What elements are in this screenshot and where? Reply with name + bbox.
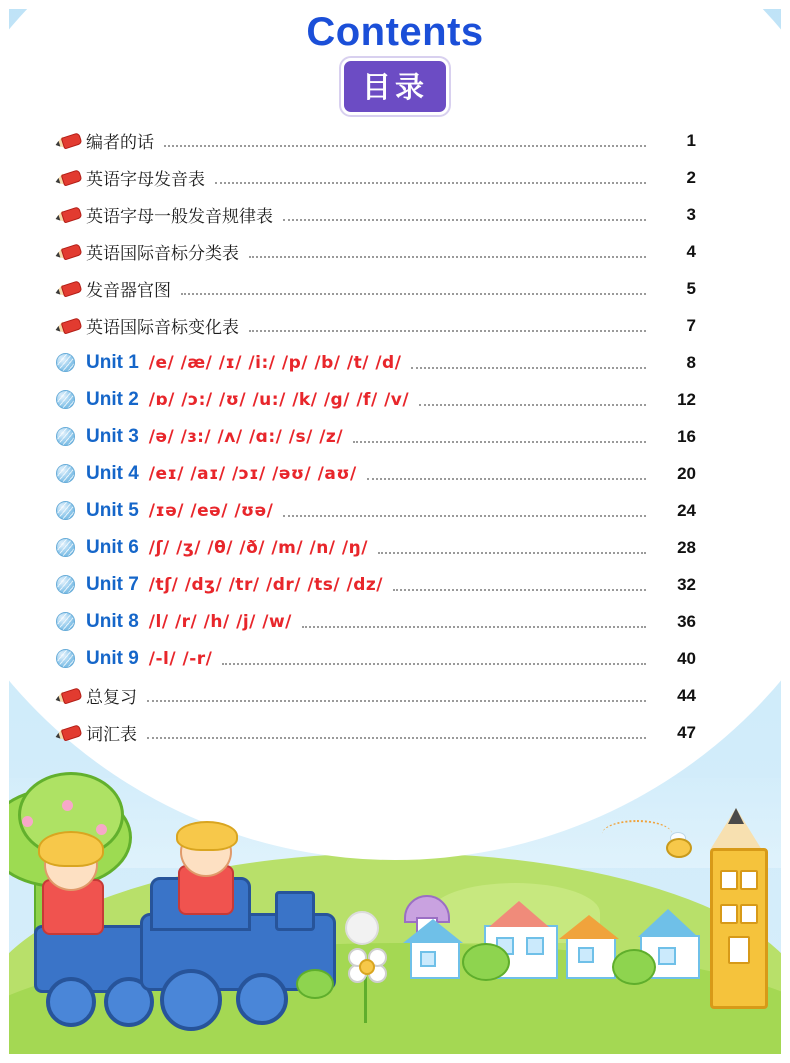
flower-center xyxy=(359,959,375,975)
toc-entry[interactable] xyxy=(56,196,696,233)
toc-entry-label: 英语国际音标变化表 xyxy=(86,318,239,338)
toc-entry-label: 英语字母一般发音规律表 xyxy=(86,207,273,227)
toc-page-number: 5 xyxy=(686,278,696,298)
toc-entry[interactable] xyxy=(56,603,696,640)
pencil-window xyxy=(720,870,738,890)
pencil-body xyxy=(710,848,768,1009)
toc-phoneme-list: /ʃ/ /ʒ/ /θ/ /ð/ /m/ /n/ /ŋ/ xyxy=(148,537,368,558)
toc-unit-label: Unit 1 xyxy=(86,351,139,373)
pencil-lead xyxy=(728,808,744,824)
toc-page-number: 40 xyxy=(677,648,696,668)
toc-entry-label: 发音器官图 xyxy=(86,281,171,301)
toc-phoneme-list: /ə/ /ɜ:/ /ʌ/ /ɑ:/ /s/ /z/ xyxy=(148,426,344,447)
toc-entry-label: 总复习 xyxy=(86,688,137,708)
toc-entry-label: 英语字母发音表 xyxy=(86,170,205,190)
toc-phoneme-list: /ɒ/ /ɔ:/ /ʊ/ /u:/ /k/ /g/ /f/ /v/ xyxy=(148,389,410,410)
toc-leader-dots xyxy=(302,625,646,628)
bush xyxy=(612,949,656,985)
sphere-bullet-icon xyxy=(56,612,86,631)
toc-leader-dots xyxy=(378,551,646,554)
toc-unit-label: Unit 5 xyxy=(86,499,139,521)
toc-leader-dots xyxy=(249,329,646,332)
toc-entry[interactable] xyxy=(56,307,696,344)
toc-page-number: 7 xyxy=(686,315,696,335)
pencil-house xyxy=(710,808,762,1003)
house-window xyxy=(578,947,594,963)
toc-page-number: 47 xyxy=(677,722,696,742)
toc-entry[interactable] xyxy=(56,566,696,603)
bee-trail xyxy=(602,820,672,848)
house-roof xyxy=(638,909,698,937)
toc-leader-dots xyxy=(222,662,646,665)
toc-page-number: 28 xyxy=(677,537,696,557)
house-roof xyxy=(403,919,463,943)
toc-page-number: 4 xyxy=(686,241,696,261)
toc-leader-dots xyxy=(353,440,646,443)
pencil-bullet-icon xyxy=(56,208,86,222)
pencil-window xyxy=(720,904,738,924)
toc-entry-label: 编者的话 xyxy=(86,133,154,153)
house-small-left xyxy=(404,919,464,975)
toc-page-number: 12 xyxy=(677,389,696,409)
sphere-bullet-icon xyxy=(56,390,86,409)
pencil-bullet-icon xyxy=(56,134,86,148)
page-title-english: Contents xyxy=(306,10,484,54)
toc-leader-dots xyxy=(393,588,646,591)
toc-unit-label: Unit 9 xyxy=(86,647,139,669)
toc-entry[interactable] xyxy=(56,677,696,714)
toc-unit-label: Unit 4 xyxy=(86,462,139,484)
bush xyxy=(296,969,334,999)
toc-phoneme-list: /e/ /æ/ /ɪ/ /i:/ /p/ /b/ /t/ /d/ xyxy=(148,352,402,373)
pencil-bullet-icon xyxy=(56,689,86,703)
tree-dot xyxy=(96,824,107,835)
house-window xyxy=(420,951,436,967)
toc-entry[interactable] xyxy=(56,270,696,307)
house-window xyxy=(526,937,544,955)
toc-phoneme-list: /tʃ/ /dʒ/ /tr/ /dr/ /ts/ /dz/ xyxy=(148,574,383,595)
house-roof xyxy=(559,915,619,939)
toc-entry[interactable] xyxy=(56,418,696,455)
toc-unit-label: Unit 6 xyxy=(86,536,139,558)
pencil-bullet-icon xyxy=(56,319,86,333)
tree-dot xyxy=(22,816,33,827)
pencil-window xyxy=(740,870,758,890)
pencil-door xyxy=(728,936,750,964)
toc-leader-dots xyxy=(367,477,646,480)
flower-stem xyxy=(364,977,367,1023)
toc-leader-dots xyxy=(411,366,646,369)
pencil-window xyxy=(740,904,758,924)
toc-leader-dots xyxy=(283,514,646,517)
toc-unit-label: Unit 2 xyxy=(86,388,139,410)
toc-leader-dots xyxy=(147,699,646,702)
toc-leader-dots xyxy=(249,255,646,258)
sphere-bullet-icon xyxy=(56,649,86,668)
ball xyxy=(345,911,379,945)
toc-leader-dots xyxy=(215,181,646,184)
train-wheel-right xyxy=(236,973,288,1025)
house-window xyxy=(658,947,676,965)
toc-leader-dots xyxy=(164,144,646,147)
toc-entry[interactable] xyxy=(56,344,696,381)
toc-phoneme-list: /ɪə/ /eə/ /ʊə/ xyxy=(148,500,274,521)
toc-phoneme-list: /l/ /r/ /h/ /j/ /w/ xyxy=(148,611,292,632)
toc-page-number: 44 xyxy=(677,685,696,705)
toc-phoneme-list: /-l/ /-r/ xyxy=(148,648,213,669)
toc-leader-dots xyxy=(147,736,646,739)
house-small-right xyxy=(560,915,620,975)
toc-leader-dots xyxy=(283,218,646,221)
toc-unit-label: Unit 7 xyxy=(86,573,139,595)
toc-entry[interactable] xyxy=(56,529,696,566)
pencil-bullet-icon xyxy=(56,245,86,259)
toc-page-number: 16 xyxy=(677,426,696,446)
sphere-bullet-icon xyxy=(56,575,86,594)
train-wheel-left xyxy=(160,969,222,1031)
boy-hat xyxy=(176,821,238,851)
toc-entry[interactable] xyxy=(56,233,696,270)
toc-page-number: 36 xyxy=(677,611,696,631)
toc-page-number: 2 xyxy=(686,167,696,187)
page-title-chinese-badge: 目录 xyxy=(341,58,449,115)
toc-entry[interactable] xyxy=(56,381,696,418)
toc-leader-dots xyxy=(181,292,646,295)
toc-page-number: 32 xyxy=(677,574,696,594)
house-roof xyxy=(489,901,549,927)
sphere-bullet-icon xyxy=(56,501,86,520)
toc-page-number: 20 xyxy=(677,463,696,483)
toc-entry[interactable] xyxy=(56,455,696,492)
sphere-bullet-icon xyxy=(56,427,86,446)
pencil-bullet-icon xyxy=(56,171,86,185)
toc-entry-label: 词汇表 xyxy=(86,725,137,745)
toc-unit-label: Unit 8 xyxy=(86,610,139,632)
girl-hair xyxy=(38,831,104,867)
toc-entry[interactable] xyxy=(56,159,696,196)
toc-page-number: 3 xyxy=(686,204,696,224)
toc-entry[interactable] xyxy=(56,492,696,529)
toc-entry-label: 英语国际音标分类表 xyxy=(86,244,239,264)
toc-leader-dots xyxy=(419,403,646,406)
toc-page-number: 24 xyxy=(677,500,696,520)
toc-entry[interactable] xyxy=(56,714,696,751)
pencil-bullet-icon xyxy=(56,726,86,740)
toc-unit-label: Unit 3 xyxy=(86,425,139,447)
sphere-bullet-icon xyxy=(56,538,86,557)
toc-phoneme-list: /eɪ/ /aɪ/ /ɔɪ/ /əʊ/ /aʊ/ xyxy=(148,463,357,484)
tree-dot xyxy=(62,800,73,811)
pencil-bullet-icon xyxy=(56,282,86,296)
train-chimney xyxy=(275,891,315,931)
toc-page-number: 1 xyxy=(686,130,696,150)
toc-entry[interactable] xyxy=(56,122,696,159)
sphere-bullet-icon xyxy=(56,353,86,372)
bee-body xyxy=(666,838,692,858)
cart-wheel-left xyxy=(46,977,96,1027)
toc-page-number: 8 xyxy=(686,352,696,372)
sphere-bullet-icon xyxy=(56,464,86,483)
toc-entry[interactable] xyxy=(56,640,696,677)
table-of-contents xyxy=(56,122,696,751)
bush xyxy=(462,943,510,981)
